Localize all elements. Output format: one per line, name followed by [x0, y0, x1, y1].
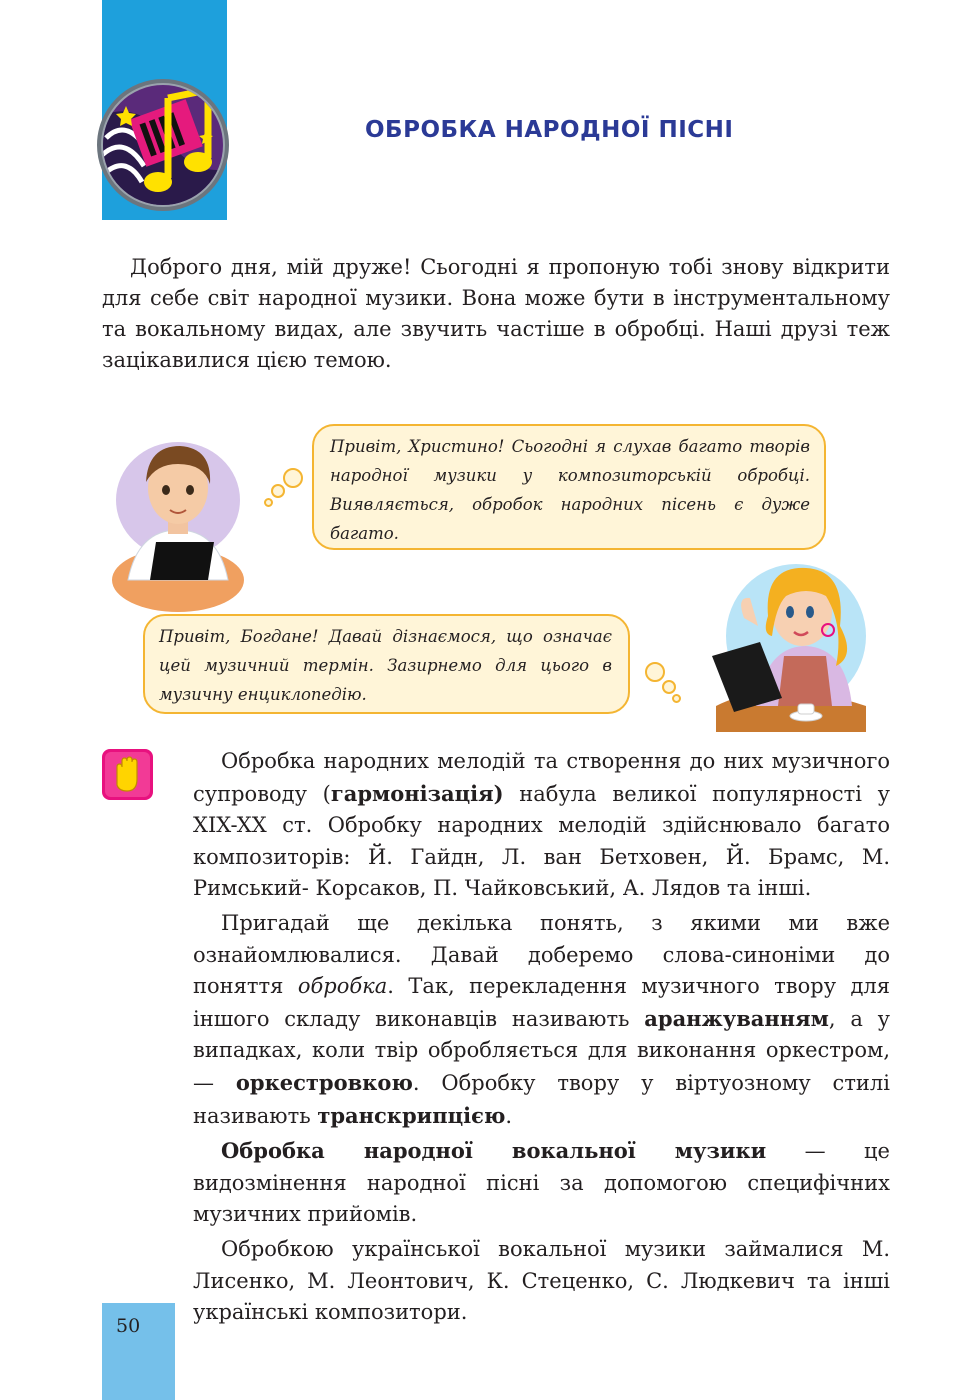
text-run: . Так, перекладення музичного твору для іншого складу виконавців називають [193, 974, 891, 1031]
speech-bubble-girl: Привіт, Богдане! Давай дізнаємося, що означає цей музичний термін. Зазирнемо для цього в музичну енциклопедію. [143, 614, 630, 714]
intro-paragraph: Доброго дня, мій друже! Сьогодні я пропоную тобі знову відкрити для себе світ народної музики. Вона може бути в інструментальному та вокальному видах, але звучить частіше в обробці. Наші друзі теж зацікавилися цією темою. [102, 255, 890, 372]
boy-with-laptop-illustration [108, 430, 248, 614]
raised-hand-icon [102, 749, 153, 800]
text-run: Пригадай ще декілька понять, з якими ми вже ознайомлювалися. Давай доберемо слова-синоніми до поняття [193, 910, 890, 999]
text-run: . Обробку твору у віртуозному стилі називають [193, 1070, 890, 1128]
girl-with-laptop-illustration [706, 556, 868, 732]
paragraph-harmonization [193, 746, 890, 905]
term-arrangement: аранжуванням [644, 1005, 829, 1031]
paragraph-definition [193, 1135, 890, 1231]
thought-dot [264, 498, 273, 507]
text-run: , а у випадках, коли твір обробляється для виконання оркестром, — [193, 1006, 891, 1095]
main-text [193, 746, 890, 1332]
paragraph-composers: Обробкою української вокальної музики займалися М. Лисенко, М. Леонтович, К. Стеценко, С. Людкевич та інші українські композитори. [193, 1236, 890, 1325]
thought-dot [662, 680, 676, 694]
thought-dot [645, 662, 665, 682]
thought-dot [283, 468, 303, 488]
thought-dot [672, 694, 681, 703]
speech-bubble-boy: Привіт, Христино! Сьогодні я слухав багато творів народної музики у композиторській обробці. Виявляється, обробок народних пісень є дуже багато. [312, 424, 826, 550]
text-run: — це видозмінення народної пісні за допомогою специфічних музичних прийомів. [193, 1139, 890, 1227]
page-number: 50 [116, 1315, 141, 1337]
page-title: ОБРОБКА НАРОДНОЇ ПІСНІ [365, 117, 734, 143]
music-notes-emblem-icon [96, 78, 230, 212]
term-folk-vocal-arrangement: Обробка народної вокальної музики [221, 1138, 767, 1164]
paragraph-synonyms [193, 908, 890, 1132]
term-transcription: транскрипцією [317, 1102, 506, 1128]
term-harmonization: гармонізація) [330, 780, 504, 806]
text-run: набула великої популярності у XIX-XX ст. Обробку народних мелодій здійснювало багато композиторів: Й. Гайдн, Л. ван Бетховен, Й. Брамс, М. Римський- Корсаков, П. Чайковський, А. Лядов та інші. [193, 781, 890, 901]
thought-dot [271, 484, 285, 498]
text-run: Обробка народних мелодій та створення до них музичного супроводу ( [193, 749, 890, 806]
text-run: . [505, 1103, 513, 1128]
term-obrobka-italic: обробка [297, 974, 388, 999]
term-orchestration: оркестровкою [235, 1069, 413, 1095]
